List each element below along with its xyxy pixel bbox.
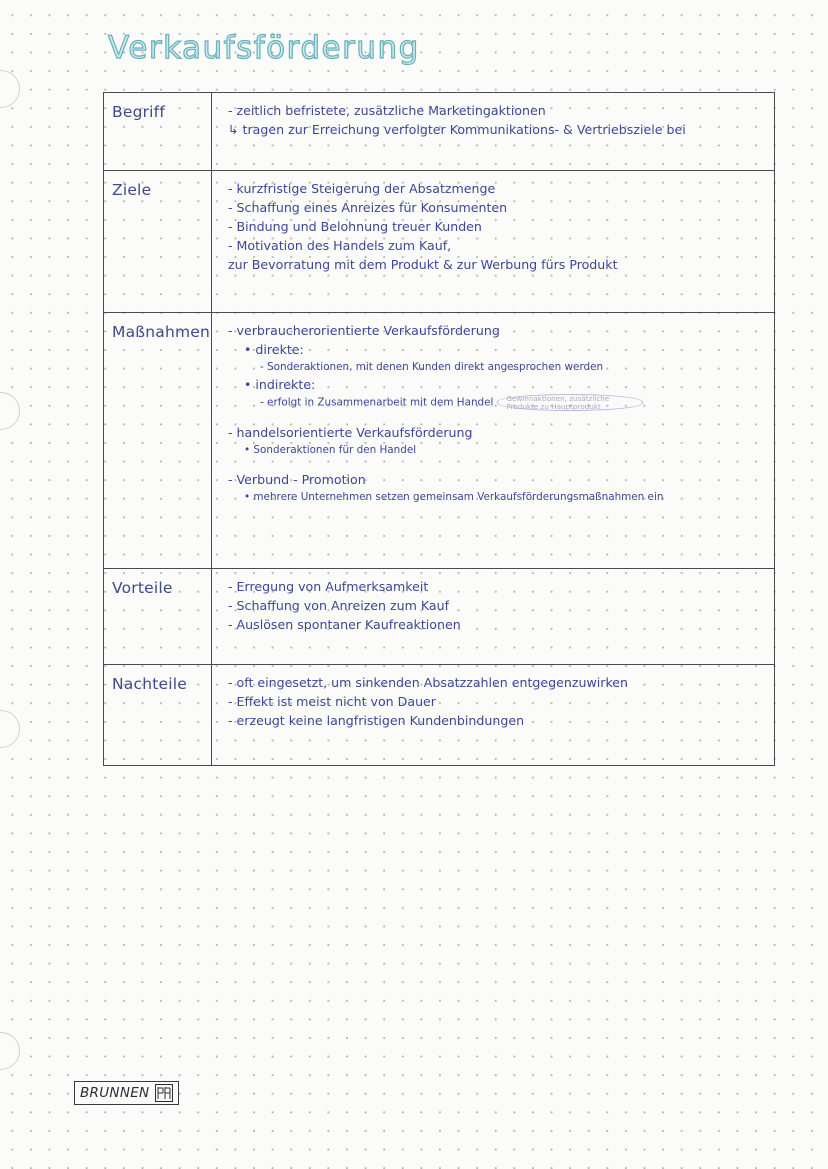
note-line (228, 179, 770, 198)
note-text: • indirekte: (244, 377, 316, 392)
note-text: - Motivation des Handels zum Kauf, (228, 238, 452, 253)
note-text: - erfolgt in Zusammenarbeit mit dem Handel (260, 396, 494, 409)
note-text: - verbraucherorientierte Verkaufsförderung (228, 323, 500, 338)
note-line (228, 442, 770, 458)
brand-name: BRUNNEN (80, 1085, 150, 1101)
note-line (228, 120, 770, 139)
note-text: • mehrere Unternehmen setzen gemeinsam Verkaufsförderungsmaßnahmen ein (244, 491, 664, 504)
note-text: - Schaffung von Anreizen zum Kauf (228, 598, 450, 613)
row-label: Vorteile (104, 569, 212, 664)
note-text: - Bindung und Belohnung treuer Kunden (228, 219, 482, 234)
note-line (228, 101, 770, 120)
table-row (104, 569, 774, 665)
note-line (228, 321, 770, 340)
row-content (212, 665, 774, 765)
table-row (104, 313, 774, 569)
note-line (228, 255, 770, 274)
table-row (104, 171, 774, 313)
punch-hole (0, 710, 20, 748)
note-text: - erzeugt keine langfristigen Kundenbindungen (228, 713, 525, 728)
row-content (212, 313, 774, 568)
note-text: - Schaffung eines Anreizes für Konsumenten (228, 200, 508, 215)
punch-hole (0, 392, 20, 430)
row-label: Maßnahmen (104, 313, 212, 568)
table-row (104, 93, 774, 171)
note-line (228, 359, 770, 375)
note-line (228, 673, 770, 692)
note-line (228, 217, 770, 236)
note-line (228, 423, 770, 442)
row-label: Nachteile (104, 665, 212, 765)
note-text: zur Bevorratung mit dem Produkt & zur Werbung fürs Produkt (228, 257, 618, 272)
notes-table (103, 92, 775, 766)
row-content (212, 569, 774, 664)
note-text: • Sonderaktionen für den Handel (244, 444, 417, 457)
spacer (228, 458, 770, 470)
note-line (228, 489, 770, 505)
note-text: - Erregung von Aufmerksamkeit (228, 579, 429, 594)
brand-logo (74, 1081, 179, 1105)
note-text: • direkte: (244, 342, 304, 357)
note-text: - Effekt ist meist nicht von Dauer (228, 694, 436, 709)
row-label: Ziele (104, 171, 212, 312)
row-label: Begriff (104, 93, 212, 170)
brunnen-icon (155, 1084, 173, 1102)
note-line (228, 711, 770, 730)
note-text: - handelsorientierte Verkaufsförderung (228, 425, 473, 441)
note-line (228, 375, 770, 394)
note-line (228, 198, 770, 217)
table-row (104, 665, 774, 765)
punch-hole (0, 70, 20, 108)
note-line (228, 615, 770, 634)
punch-hole (0, 1032, 20, 1070)
note-line (228, 340, 770, 359)
note-text: ↳ tragen zur Erreichung verfolgter Kommunikations- & Vertriebsziele bei (228, 122, 686, 137)
note-line (228, 236, 770, 255)
note-text: - Sonderaktionen, mit denen Kunden direkt angesprochen werden (260, 361, 604, 373)
note-line (228, 394, 770, 411)
note-text: - oft eingesetzt, um sinkenden Absatzzahlen entgegenzuwirken (228, 675, 629, 690)
note-text: - Auslösen spontaner Kaufreaktionen (228, 617, 461, 632)
note-line (228, 692, 770, 711)
spacer (228, 411, 770, 423)
note-line (228, 470, 770, 489)
note-text: - kurzfristige Steigerung der Absatzmenge (228, 181, 496, 196)
note-line (228, 577, 770, 596)
note-text: - zeitlich befristete, zusätzliche Marketingaktionen (228, 103, 546, 118)
page-title: Verkaufsförderung (108, 30, 420, 66)
note-text: - Verbund - Promotion (228, 472, 366, 488)
margin-note: Gewinnaktionen, zusätzliche Produkte zu Hauptprodukt (497, 394, 643, 411)
note-line (228, 596, 770, 615)
row-content (212, 171, 774, 312)
row-content (212, 93, 774, 170)
